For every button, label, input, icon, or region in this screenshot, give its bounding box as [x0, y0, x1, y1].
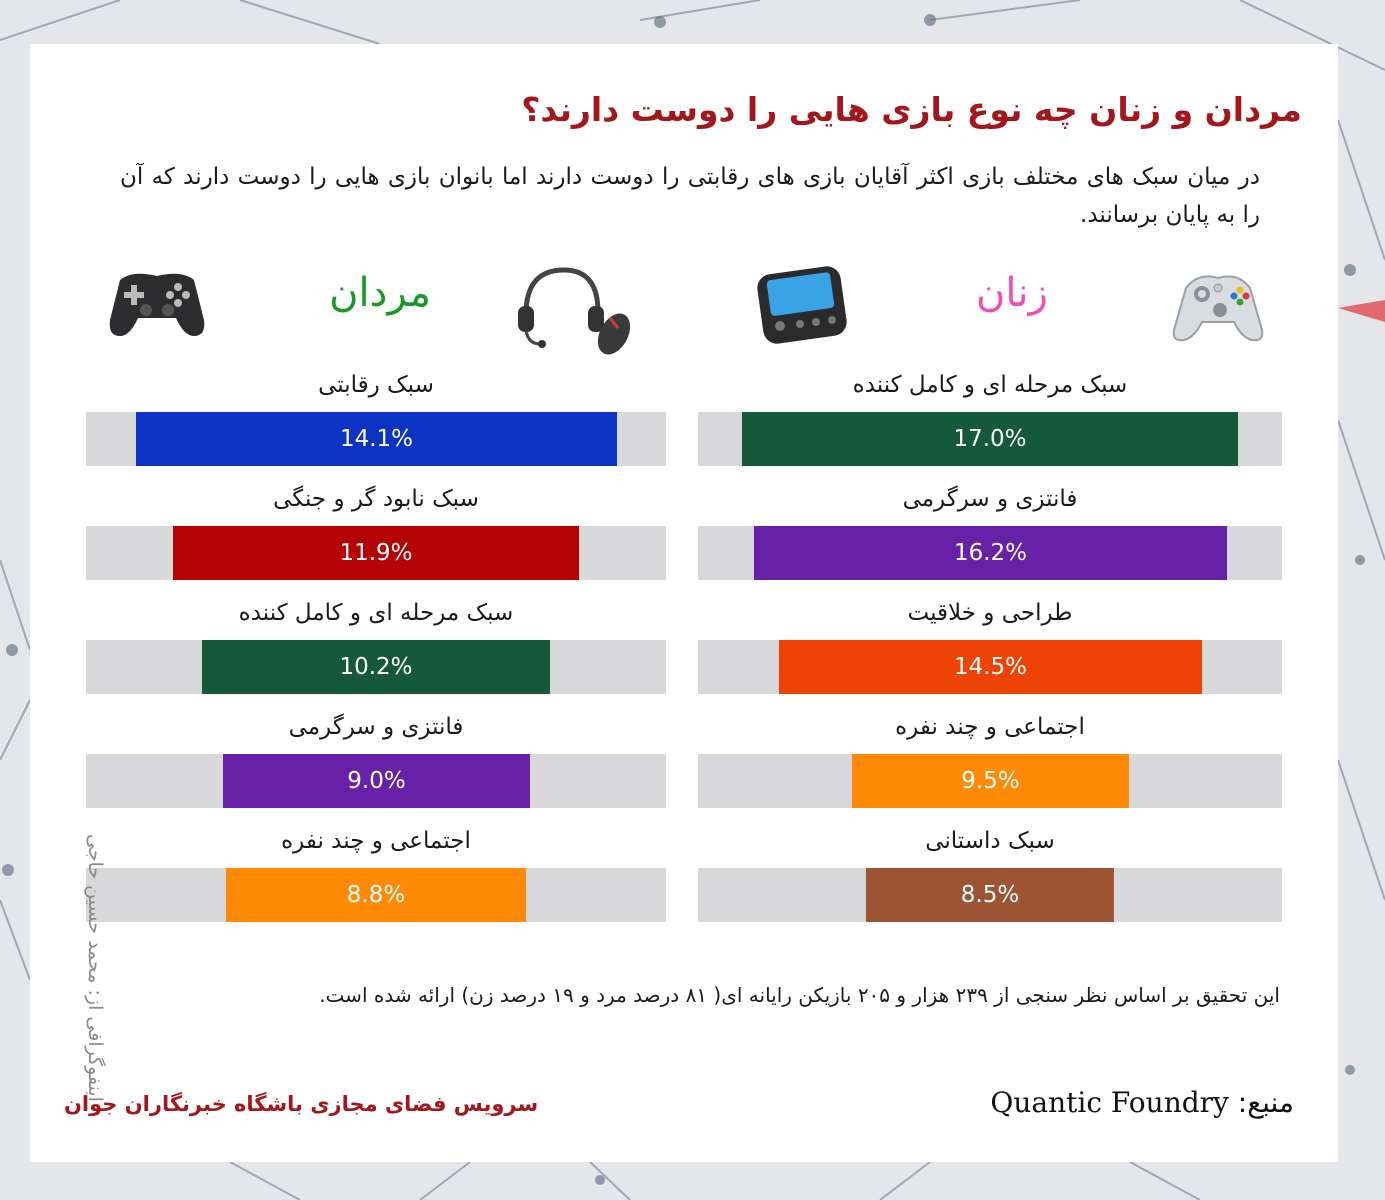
women-bar-2: 16.2% [754, 526, 1227, 580]
women-bar-track-3 [698, 640, 1282, 694]
men-bar-2: 11.9% [173, 526, 579, 580]
men-category-label-2: سبک نابود گر و جنگی [273, 486, 479, 512]
headset-mouse-icon [514, 262, 634, 358]
men-category-label-3: سبک مرحله ای و کامل کننده [238, 600, 514, 626]
game-console-icon [1168, 258, 1268, 346]
men-category-label-1: سبک رقابتی [318, 372, 434, 398]
men-bar-track-3 [86, 640, 666, 694]
men-bar-track-1 [86, 412, 666, 466]
source-value: Quantic Foundry [990, 1086, 1229, 1119]
infographic-card [30, 44, 1338, 1162]
author-credit: اینفوگرافی از: محمد حسین حاجی [84, 834, 106, 1102]
men-category-label-4: فانتزی و سرگرمی [288, 714, 464, 740]
women-category-label-2: فانتزی و سرگرمی [902, 486, 1078, 512]
men-bar-5: 8.8% [226, 868, 526, 922]
women-bar-5: 8.5% [866, 868, 1114, 922]
men-label: مردان [329, 270, 431, 316]
women-bar-1: 17.0% [742, 412, 1238, 466]
women-label: زنان [975, 270, 1048, 316]
men-bar-track-5 [86, 868, 666, 922]
source-line [990, 1086, 1294, 1119]
men-bar-track-2 [86, 526, 666, 580]
men-bar-4: 9.0% [223, 754, 530, 808]
service-credit: سرویس فضای مجازی باشگاه خبرنگاران جوان [64, 1092, 539, 1116]
handheld-console-icon [754, 262, 850, 346]
women-bar-track-4 [698, 754, 1282, 808]
intro-text: در میان سبک های مختلف بازی اکثر آقایان بازی های رقابتی را دوست دارند اما بانوان بازی هایی را دوست دارند که آن را به پایان برسانند. [120, 164, 1260, 228]
women-bar-3: 14.5% [779, 640, 1202, 694]
gamepad-icon [106, 260, 208, 340]
women-category-label-5: سبک داستانی [925, 828, 1055, 854]
women-bar-track-5 [698, 868, 1282, 922]
men-bar-track-4 [86, 754, 666, 808]
footnote-text: این تحقیق بر اساس نظر سنجی از ۲۳۹ هزار و ۲۰۵ بازیکن رایانه ای( ۸۱ درصد مرد و ۱۹ درصد زن) ارائه شده است. [319, 983, 1280, 1007]
women-category-label-4: اجتماعی و چند نفره [895, 714, 1085, 740]
women-category-label-1: سبک مرحله ای و کامل کننده [852, 372, 1128, 398]
men-category-label-5: اجتماعی و چند نفره [281, 828, 471, 854]
women-bar-track-1 [698, 412, 1282, 466]
women-bar-4: 9.5% [852, 754, 1129, 808]
men-bar-1: 14.1% [136, 412, 617, 466]
women-bar-track-2 [698, 526, 1282, 580]
infographic-title: مردان و زنان چه نوع بازی هایی را دوست دارند؟ [521, 90, 1302, 129]
men-bar-3: 10.2% [202, 640, 550, 694]
women-category-label-3: طراحی و خلاقیت [907, 600, 1073, 626]
source-label: منبع: [1237, 1086, 1294, 1119]
